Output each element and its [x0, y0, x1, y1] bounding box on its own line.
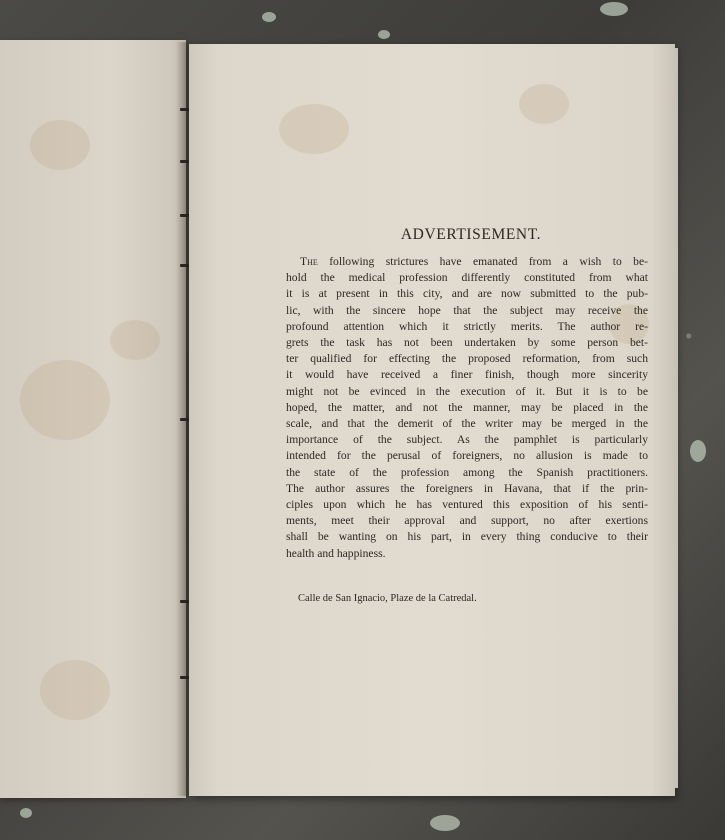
printer-address: Calle de San Ignacio, Plaze de la Catredal. — [298, 593, 477, 604]
text-line-content: following strictures have emanated from a wish to be- — [317, 255, 648, 268]
lichen-speck — [430, 815, 460, 831]
text-line: health and happiness. — [286, 546, 386, 560]
page-heading: ADVERTISEMENT. — [400, 226, 542, 243]
left-page — [0, 40, 186, 798]
page-edge — [675, 48, 678, 788]
text-line: shall be wanting on his part, in every thing conducive to their — [286, 530, 648, 544]
foxing-stain — [279, 104, 349, 154]
text-line: scale, and that the demerit of the writer may be merged in the — [286, 417, 648, 431]
foxing-stain — [110, 320, 160, 360]
lichen-speck — [20, 808, 32, 818]
advertisement-text-block — [286, 226, 648, 562]
text-line: the state of the profession among the Spanish practitioners. — [286, 465, 648, 479]
lichen-speck — [690, 440, 706, 462]
text-line: it would have received a finer finish, though more sincerity — [286, 368, 648, 382]
text-line: importance of the subject. As the pamphlet is particularly — [286, 433, 648, 447]
text-line: hoped, the matter, and not the manner, may be placed in the — [286, 400, 648, 414]
text-line: it is at present in this city, and are now submitted to the pub- — [286, 287, 648, 301]
foxing-stain — [40, 660, 110, 720]
text-line: profound attention which it strictly merits. The author re- — [286, 319, 648, 333]
text-line: intended for the perusal of foreigners, no allusion is made to — [286, 449, 648, 463]
first-word: The — [300, 255, 318, 268]
text-line: ciples upon which he has ventured this exposition of his senti- — [286, 498, 648, 512]
text-line: ments, meet their approval and support, no after exertions — [286, 514, 648, 528]
text-line: ter qualified for effecting the proposed reformation, from such — [286, 352, 648, 366]
text-line: The author assures the foreigners in Havana, that if the prin- — [286, 481, 648, 495]
text-line: lic, with the sincere hope that the subject may receive the — [286, 303, 648, 317]
lichen-speck — [262, 12, 276, 22]
foxing-stain — [30, 120, 90, 170]
lichen-speck — [378, 30, 390, 39]
text-line: hold the medical profession differently constituted from what — [286, 271, 648, 285]
foxing-stain — [519, 84, 569, 124]
text-line: might not be evinced in the execution of it. But it is to be — [286, 384, 648, 398]
lichen-speck — [600, 2, 628, 16]
text-line: grets the task has not been undertaken by some person bet- — [286, 336, 648, 350]
foxing-stain — [20, 360, 110, 440]
text-line — [286, 254, 648, 270]
